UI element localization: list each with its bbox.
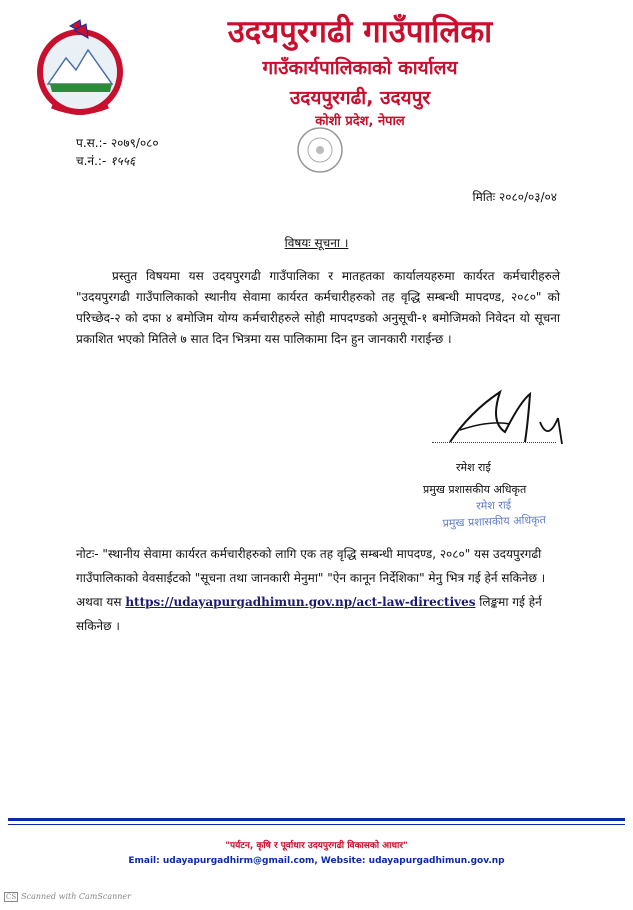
- nepal-emblem-icon: [30, 18, 130, 118]
- date-line: [473, 188, 558, 205]
- footer-motto: "पर्यटन, कृषि र पूर्वाधार उदयपुरगढी विकासको आधार": [225, 841, 408, 851]
- office-name: गाउँकार्यपालिकाको कार्यालय: [262, 57, 458, 79]
- province-name: कोशी प्रदेश, नेपाल: [315, 114, 405, 129]
- signatory-title: प्रमुख प्रशासकीय अधिकृत: [423, 483, 527, 496]
- note-text-after: लिङ्कमा गई हेर्न सकिनेछ ।: [76, 595, 542, 633]
- signature-line: [432, 442, 556, 443]
- note-section: [76, 542, 566, 638]
- camscanner-icon: CS: [6, 893, 17, 901]
- office-location: उदयपुरगढी, उदयपुर: [289, 87, 431, 109]
- stamp-title: प्रमुख प्रशासकीय अधिकृत: [442, 513, 547, 530]
- cn-value: १५५६: [110, 154, 136, 168]
- signatory-stamp: [431, 496, 556, 532]
- note-text-before: नोटः- "स्थानीय सेवामा कार्यरत कर्मचारीहरुको लागि एक तह वृद्धि सम्बन्धी मापदण्ड, २०८०" यस उदयपुरगढी गाउँपालिकाको वेवसाईटको "सूचना तथा जानकारी मेनुमा" "ऐन कानून निर्देशिका" मेनु भित्र गई हेर्न सकिनेछ । अथवा यस: [76, 547, 546, 609]
- date-value: २०८०/०३/०४: [498, 190, 557, 204]
- scanner-text: Scanned with CamScanner: [21, 892, 131, 901]
- fiscal-year-reference: [76, 134, 159, 151]
- cn-label: च.नं.:-: [76, 154, 107, 168]
- subject-line: विषयः सूचना ।: [284, 236, 349, 250]
- scanner-watermark: [4, 892, 131, 902]
- signatory-name: रमेश राई: [456, 461, 491, 474]
- footer-contact: Email: udayapurgadhirm@gmail.com, Website: udayapurgadhimun.gov.np: [128, 856, 505, 866]
- stamp-name: रमेश राई: [476, 498, 512, 513]
- municipality-title: उदयपुरगढी गाउँपालिका: [227, 14, 493, 50]
- signature-icon: [430, 372, 580, 452]
- date-label: मितिः: [472, 190, 496, 204]
- dispatch-number: [76, 152, 135, 169]
- ps-value: २०७९/०८०: [110, 136, 159, 150]
- act-law-directives-link[interactable]: https://udayapurgadhimun.gov.np/act-law-directives: [125, 595, 476, 609]
- footer-divider: [8, 818, 625, 821]
- ps-label: प.स.:-: [76, 136, 107, 150]
- footer-divider-thin: [8, 824, 625, 825]
- notice-body: प्रस्तुत विषयमा यस उदयपुरगढी गाउँपालिका र मातहतका कार्यालयहरुमा कार्यरत कर्मचारीहरुले "उदयपुरगढी गाउँपालिकाको स्थानीय सेवामा कार्यरत कर्मचारीहरुको तह वृद्धि सम्बन्धी मापदण्ड, २०८०" को परिच्छेद-२ को दफा ४ बमोजिम योग्य कर्मचारीहरुले सोही मापदण्डको अनुसूची-१ बमोजिमको निवेदन यो सूचना प्रकाशित भएको मितिले ७ सात दिन भित्रमा यस पालिकामा दिन हुन जानकारी गराईन्छ ।: [76, 269, 560, 346]
- office-stamp-icon: [285, 118, 355, 188]
